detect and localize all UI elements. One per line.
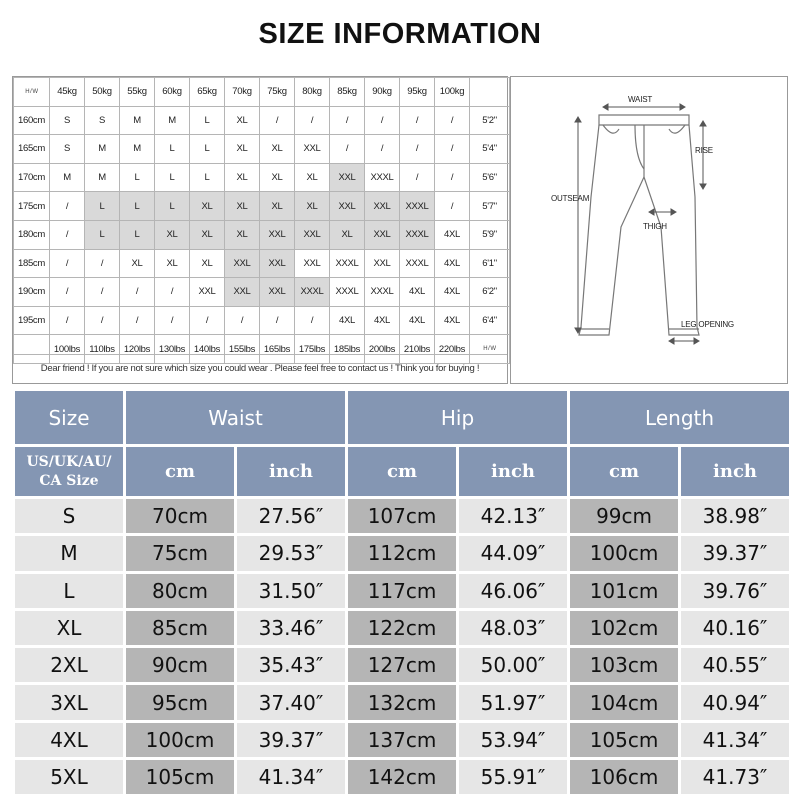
- weight-kg-cell: 80kg: [295, 78, 330, 107]
- size-cell: XXL: [260, 220, 295, 249]
- size-cell: L: [85, 220, 120, 249]
- weight-kg-cell: 65kg: [190, 78, 225, 107]
- hip-inch-cell: 51.97″: [459, 685, 567, 719]
- length-cm-cell: 106cm: [570, 760, 678, 794]
- size-cell: XXL: [365, 249, 400, 278]
- height-ft-cell: 5'6": [470, 163, 510, 192]
- height-cm-cell: 160cm: [14, 106, 50, 135]
- corner-w: W: [32, 88, 38, 95]
- size-cell: XXXL: [295, 278, 330, 307]
- weight-lbs-cell: 155lbs: [225, 335, 260, 364]
- size-cell: XXL: [225, 278, 260, 307]
- hip-inch-cell: 44.09″: [459, 536, 567, 570]
- hip-header: Hip: [348, 391, 567, 444]
- waist-inch-cell: 39.37″: [237, 723, 345, 757]
- length-inch-cell: 41.34″: [681, 723, 789, 757]
- size-cell: XL: [190, 192, 225, 221]
- height-cm-cell: 190cm: [14, 278, 50, 307]
- length-inch-cell: 39.76″: [681, 574, 789, 608]
- size-cell: 3XL: [15, 685, 123, 719]
- contact-note: Dear friend ! If you are not sure which size you could wear . Please feel free to contact us ! Think you for buying !: [13, 354, 507, 383]
- height-cm-cell: 185cm: [14, 249, 50, 278]
- size-cell: /: [365, 106, 400, 135]
- height-row: [14, 249, 510, 278]
- length-inch-cell: 40.94″: [681, 685, 789, 719]
- hip-inch-subheader: inch: [459, 447, 567, 496]
- size-cell: XL: [155, 220, 190, 249]
- size-cell: M: [50, 163, 85, 192]
- weight-lbs-cell: 165lbs: [260, 335, 295, 364]
- length-inch-cell: 38.98″: [681, 499, 789, 533]
- height-ft-cell: 6'1": [470, 249, 510, 278]
- weight-lbs-cell: 100lbs: [50, 335, 85, 364]
- size-cell: /: [155, 306, 190, 335]
- hip-cm-cell: 142cm: [348, 760, 456, 794]
- waist-cm-cell: 85cm: [126, 611, 234, 645]
- height-ft-cell: 5'7": [470, 192, 510, 221]
- height-row: [14, 278, 510, 307]
- thigh-label: THIGH: [643, 222, 667, 231]
- size-cell: XL: [225, 220, 260, 249]
- size-cell: /: [155, 278, 190, 307]
- height-ft-cell: 5'9": [470, 220, 510, 249]
- size-cell: /: [50, 278, 85, 307]
- weight-lbs-cell: 110lbs: [85, 335, 120, 364]
- size-cell: L: [120, 192, 155, 221]
- size-cell: XL: [225, 135, 260, 164]
- size-cell: XL: [155, 249, 190, 278]
- length-cm-cell: 104cm: [570, 685, 678, 719]
- size-cell: /: [330, 106, 365, 135]
- size-cell: XXXL: [330, 249, 365, 278]
- size-cell: /: [400, 163, 435, 192]
- size-cell: /: [330, 135, 365, 164]
- size-cell: 5XL: [15, 760, 123, 794]
- waist-header: Waist: [126, 391, 345, 444]
- waist-inch-subheader: inch: [237, 447, 345, 496]
- size-cell: XL: [190, 249, 225, 278]
- hip-cm-cell: 127cm: [348, 648, 456, 682]
- size-cell: XXL: [365, 192, 400, 221]
- size-cell: L: [155, 192, 190, 221]
- size-cell: XXXL: [330, 278, 365, 307]
- weight-lbs-cell: 220lbs: [435, 335, 470, 364]
- size-cell: XXXL: [400, 249, 435, 278]
- waist-inch-cell: 33.46″: [237, 611, 345, 645]
- size-cell: XL: [225, 163, 260, 192]
- size-cell: S: [15, 499, 123, 533]
- height-row: [14, 306, 510, 335]
- size-cell: /: [50, 192, 85, 221]
- size-cell: 4XL: [435, 278, 470, 307]
- size-cell: XL: [225, 106, 260, 135]
- length-inch-cell: 40.16″: [681, 611, 789, 645]
- length-cm-cell: 100cm: [570, 536, 678, 570]
- size-cell: M: [85, 135, 120, 164]
- weight-lbs-cell: 120lbs: [120, 335, 155, 364]
- weight-height-table: [13, 77, 510, 364]
- pants-illustration: [511, 77, 789, 385]
- size-cell: /: [50, 306, 85, 335]
- size-cell: /: [435, 106, 470, 135]
- hip-inch-cell: 48.03″: [459, 611, 567, 645]
- pants-diagram: [510, 76, 788, 384]
- size-cell: M: [155, 106, 190, 135]
- size-cell: XL: [295, 163, 330, 192]
- outseam-label: OUTSEAM: [551, 194, 590, 203]
- waist-inch-cell: 27.56″: [237, 499, 345, 533]
- size-cell: L: [190, 135, 225, 164]
- waist-inch-cell: 37.40″: [237, 685, 345, 719]
- size-cell: 4XL: [435, 220, 470, 249]
- size-cell: L: [190, 106, 225, 135]
- hip-cm-cell: 117cm: [348, 574, 456, 608]
- measurement-row: [15, 499, 789, 533]
- size-cell: L: [85, 192, 120, 221]
- hip-inch-cell: 46.06″: [459, 574, 567, 608]
- size-cell: XL: [190, 220, 225, 249]
- measurement-row: [15, 536, 789, 570]
- weight-lbs-cell: 140lbs: [190, 335, 225, 364]
- height-ft-cell: 5'4": [470, 135, 510, 164]
- corner-hw-cell: H / W: [14, 78, 50, 107]
- size-cell: L: [155, 163, 190, 192]
- size-cell: XXXL: [400, 220, 435, 249]
- size-cell: /: [120, 278, 155, 307]
- weight-lbs-cell: 200lbs: [365, 335, 400, 364]
- size-cell: 4XL: [400, 306, 435, 335]
- size-cell: /: [260, 306, 295, 335]
- size-cell: 4XL: [365, 306, 400, 335]
- size-cell: /: [435, 192, 470, 221]
- weight-kg-cell: 75kg: [260, 78, 295, 107]
- hip-cm-cell: 122cm: [348, 611, 456, 645]
- waist-label: WAIST: [628, 95, 653, 104]
- hip-cm-cell: 107cm: [348, 499, 456, 533]
- waist-inch-cell: 29.53″: [237, 536, 345, 570]
- size-cell: /: [260, 106, 295, 135]
- weight-kg-cell: 100kg: [435, 78, 470, 107]
- size-cell: XL: [120, 249, 155, 278]
- size-cell: XL: [260, 163, 295, 192]
- height-cm-cell: 175cm: [14, 192, 50, 221]
- corner-h: H: [25, 88, 30, 95]
- size-header: Size: [15, 391, 123, 444]
- height-row: [14, 220, 510, 249]
- size-cell: /: [295, 306, 330, 335]
- length-cm-cell: 105cm: [570, 723, 678, 757]
- size-cell: XXL: [295, 249, 330, 278]
- waist-cm-cell: 80cm: [126, 574, 234, 608]
- size-cell: /: [365, 135, 400, 164]
- size-cell: /: [225, 306, 260, 335]
- weight-lbs-cell: 175lbs: [295, 335, 330, 364]
- waist-inch-cell: 41.34″: [237, 760, 345, 794]
- waist-cm-cell: 105cm: [126, 760, 234, 794]
- waist-cm-subheader: cm: [126, 447, 234, 496]
- weight-kg-cell: 90kg: [365, 78, 400, 107]
- size-cell: XXL: [295, 135, 330, 164]
- size-cell: /: [400, 106, 435, 135]
- waist-cm-cell: 75cm: [126, 536, 234, 570]
- length-cm-cell: 99cm: [570, 499, 678, 533]
- size-cell: /: [50, 220, 85, 249]
- hip-cm-subheader: cm: [348, 447, 456, 496]
- size-cell: XL: [260, 135, 295, 164]
- waist-inch-cell: 31.50″: [237, 574, 345, 608]
- weight-kg-cell: 60kg: [155, 78, 190, 107]
- height-ft-cell: 6'4": [470, 306, 510, 335]
- size-cell: /: [435, 135, 470, 164]
- leg-opening-label: LEG OPENING: [681, 320, 734, 329]
- length-cm-cell: 103cm: [570, 648, 678, 682]
- height-ft-cell: 5'2": [470, 106, 510, 135]
- length-inch-subheader: inch: [681, 447, 789, 496]
- size-cell: XXL: [330, 163, 365, 192]
- measurement-row: [15, 760, 789, 794]
- size-cell: XXL: [260, 278, 295, 307]
- size-cell: 4XL: [435, 249, 470, 278]
- size-cell: 2XL: [15, 648, 123, 682]
- size-cell: S: [50, 135, 85, 164]
- blank-cell: [470, 78, 510, 107]
- hip-inch-cell: 50.00″: [459, 648, 567, 682]
- size-cell: L: [120, 163, 155, 192]
- length-cm-subheader: cm: [570, 447, 678, 496]
- hip-inch-cell: 55.91″: [459, 760, 567, 794]
- size-cell: /: [295, 106, 330, 135]
- measurement-row: [15, 685, 789, 719]
- measurement-row: [15, 648, 789, 682]
- corner-h: H: [483, 346, 488, 353]
- hip-cm-cell: 112cm: [348, 536, 456, 570]
- size-cell: XL: [295, 192, 330, 221]
- weight-kg-cell: 85kg: [330, 78, 365, 107]
- hip-cm-cell: 132cm: [348, 685, 456, 719]
- weight-kg-cell: 95kg: [400, 78, 435, 107]
- waist-cm-cell: 100cm: [126, 723, 234, 757]
- size-cell: /: [400, 135, 435, 164]
- hip-inch-cell: 42.13″: [459, 499, 567, 533]
- height-cm-cell: 195cm: [14, 306, 50, 335]
- size-cell: /: [190, 306, 225, 335]
- weight-kg-row: [14, 78, 510, 107]
- size-cell: S: [50, 106, 85, 135]
- weight-height-chart: [12, 76, 508, 384]
- hip-inch-cell: 53.94″: [459, 723, 567, 757]
- size-cell: L: [120, 220, 155, 249]
- corner-w: W: [490, 346, 496, 353]
- length-cm-cell: 101cm: [570, 574, 678, 608]
- weight-lbs-cell: 185lbs: [330, 335, 365, 364]
- weight-kg-cell: 55kg: [120, 78, 155, 107]
- waist-cm-cell: 95cm: [126, 685, 234, 719]
- page-title: SIZE INFORMATION: [258, 18, 542, 50]
- size-cell: /: [85, 249, 120, 278]
- size-cell: M: [85, 163, 120, 192]
- size-cell: 4XL: [435, 306, 470, 335]
- size-cell: XL: [225, 192, 260, 221]
- size-cell: XXXL: [365, 163, 400, 192]
- length-inch-cell: 41.73″: [681, 760, 789, 794]
- weight-kg-cell: 50kg: [85, 78, 120, 107]
- hip-cm-cell: 137cm: [348, 723, 456, 757]
- size-cell: /: [50, 249, 85, 278]
- length-cm-cell: 102cm: [570, 611, 678, 645]
- size-cell: M: [15, 536, 123, 570]
- measurement-table: [12, 388, 792, 797]
- weight-lbs-cell: 130lbs: [155, 335, 190, 364]
- height-row: [14, 135, 510, 164]
- size-cell: XXL: [365, 220, 400, 249]
- height-cm-cell: 170cm: [14, 163, 50, 192]
- length-inch-cell: 39.37″: [681, 536, 789, 570]
- height-cm-cell: 180cm: [14, 220, 50, 249]
- size-cell: XXL: [260, 249, 295, 278]
- size-cell: 4XL: [15, 723, 123, 757]
- length-header: Length: [570, 391, 789, 444]
- size-cell: L: [15, 574, 123, 608]
- weight-kg-cell: 45kg: [50, 78, 85, 107]
- size-cell: XXXL: [365, 278, 400, 307]
- weight-lbs-cell: 210lbs: [400, 335, 435, 364]
- size-cell: XXL: [225, 249, 260, 278]
- size-cell: XL: [330, 220, 365, 249]
- waist-inch-cell: 35.43″: [237, 648, 345, 682]
- measurement-row: [15, 574, 789, 608]
- height-row: [14, 192, 510, 221]
- size-cell: L: [155, 135, 190, 164]
- size-cell: /: [85, 306, 120, 335]
- corner-hw-cell: H / W: [470, 335, 510, 364]
- size-cell: XL: [15, 611, 123, 645]
- weight-kg-cell: 70kg: [225, 78, 260, 107]
- size-cell: XXL: [295, 220, 330, 249]
- size-region-subheader: US/UK/AU/ CA Size: [15, 447, 123, 496]
- size-cell: S: [85, 106, 120, 135]
- height-ft-cell: 6'2": [470, 278, 510, 307]
- size-cell: /: [85, 278, 120, 307]
- size-cell: /: [435, 163, 470, 192]
- size-cell: 4XL: [400, 278, 435, 307]
- length-inch-cell: 40.55″: [681, 648, 789, 682]
- size-cell: 4XL: [330, 306, 365, 335]
- size-cell: XXL: [330, 192, 365, 221]
- size-cell: L: [190, 163, 225, 192]
- size-cell: XXXL: [400, 192, 435, 221]
- size-cell: /: [120, 306, 155, 335]
- waist-cm-cell: 90cm: [126, 648, 234, 682]
- measurement-row: [15, 611, 789, 645]
- size-cell: XXL: [190, 278, 225, 307]
- size-cell: XL: [260, 192, 295, 221]
- height-cm-cell: 165cm: [14, 135, 50, 164]
- size-cell: M: [120, 135, 155, 164]
- size-cell: M: [120, 106, 155, 135]
- height-row: [14, 106, 510, 135]
- waist-cm-cell: 70cm: [126, 499, 234, 533]
- height-row: [14, 163, 510, 192]
- measurement-row: [15, 723, 789, 757]
- rise-label: RISE: [695, 146, 713, 155]
